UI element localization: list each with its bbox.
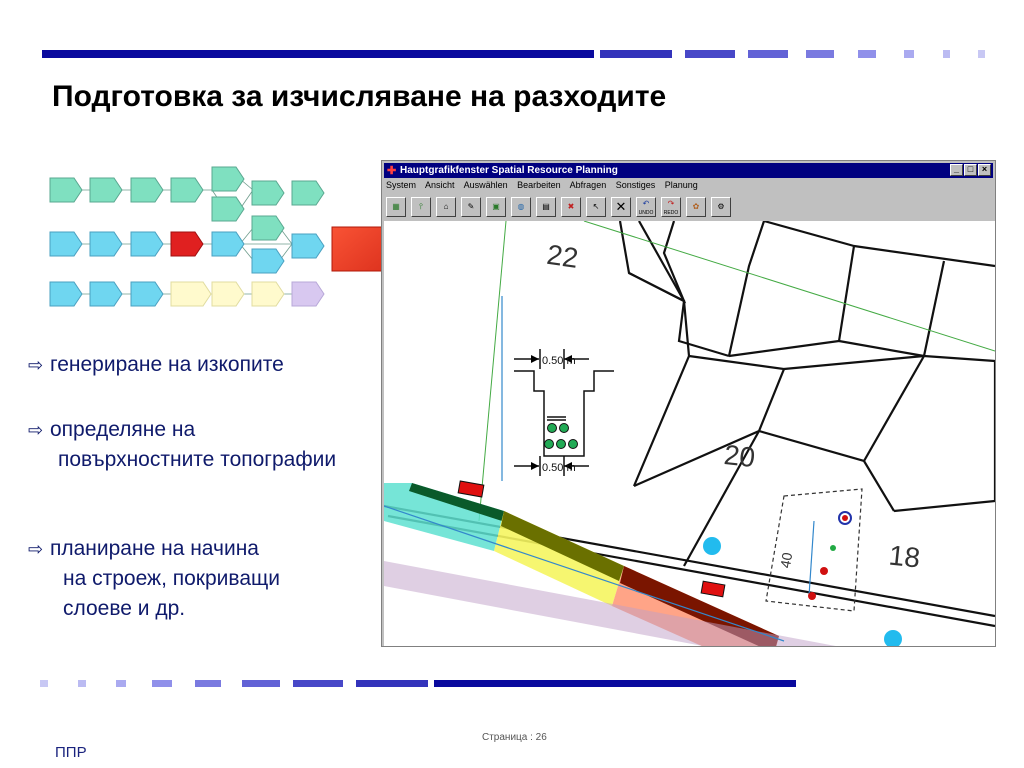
- menu-planung[interactable]: Planung: [664, 180, 698, 190]
- chevron-r1-2: [90, 178, 122, 202]
- house-icon: ⌂: [443, 202, 449, 211]
- print-icon: ▤: [542, 202, 550, 211]
- cancel-tool-button[interactable]: [611, 197, 631, 217]
- menu-sonstiges[interactable]: Sonstiges: [615, 180, 656, 190]
- chevron-r1-1: [50, 178, 82, 202]
- arrow-right-icon: ⇨: [28, 539, 44, 559]
- redo-button[interactable]: ↷ REDO: [661, 197, 681, 217]
- map-canvas[interactable]: [384, 221, 995, 646]
- settings-icon: ⚙: [717, 202, 725, 211]
- chevron-r2-4-active: [171, 232, 203, 256]
- menu-bearbeiten[interactable]: Bearbeiten: [517, 180, 561, 190]
- spatial-planning-window: [381, 160, 996, 647]
- map-tool-button[interactable]: [486, 197, 506, 217]
- pointer-icon: ↖: [592, 202, 600, 211]
- chevron-r1-3: [131, 178, 163, 202]
- menu-ansicht[interactable]: Ansicht: [425, 180, 455, 190]
- chevron-r3-5: [212, 282, 244, 306]
- chevron-r3-1: [50, 282, 82, 306]
- chevron-r1-5b: [212, 197, 244, 221]
- layer-tool-button[interactable]: [386, 197, 406, 217]
- menu-auswaehlen[interactable]: Auswählen: [463, 180, 508, 190]
- chevron-r1-4: [171, 178, 203, 202]
- chevron-r3-7: [292, 282, 324, 306]
- chevron-r1-6: [252, 181, 284, 205]
- chevron-r2-6b: [252, 249, 284, 273]
- undo-button[interactable]: ↶ UNDO: [636, 197, 656, 217]
- bullet-topography: ⇨ определяне на повърхностните топографии: [28, 415, 336, 475]
- delete-icon: ✖: [567, 202, 575, 211]
- house-tool-button[interactable]: [436, 197, 456, 217]
- maximize-button[interactable]: □: [964, 164, 977, 176]
- redo-icon: ↷: [667, 199, 675, 208]
- delete-tool-button[interactable]: [561, 197, 581, 217]
- bullet-excavation: ⇨ генериране на изкопите: [28, 350, 284, 380]
- map-icon: ▣: [492, 202, 500, 211]
- chevron-r2-3: [131, 232, 163, 256]
- page-number: Страница : 26: [482, 732, 547, 743]
- minimize-button[interactable]: _: [950, 164, 963, 176]
- footer-label: ППР: [55, 744, 87, 761]
- chevron-r2-6a: [252, 216, 284, 240]
- chevron-r1-5a: [212, 167, 244, 191]
- chevron-r2-1: [50, 232, 82, 256]
- dimension-label-bottom: 0.50 m: [542, 462, 576, 474]
- settings-tool-button[interactable]: [711, 197, 731, 217]
- edit-tool-button[interactable]: [461, 197, 481, 217]
- chevron-r3-6: [252, 282, 284, 306]
- globe-icon: ◍: [517, 202, 525, 211]
- cross-icon: ✕: [615, 199, 627, 214]
- parcel-label-20: 20: [722, 438, 757, 474]
- arrow-right-icon: ⇨: [28, 355, 44, 375]
- dimension-label-top: 0.50 m: [542, 355, 576, 367]
- chevron-r2-5: [212, 232, 244, 256]
- chevron-r2-7: [292, 234, 324, 258]
- layer-icon: ▦: [392, 202, 400, 211]
- palette-icon: ✿: [692, 202, 700, 211]
- parcel-label-40: 40: [776, 551, 796, 570]
- undo-icon: ↶: [642, 199, 650, 208]
- chevron-r3-2: [90, 282, 122, 306]
- close-button[interactable]: ×: [978, 164, 991, 176]
- app-icon: ✚: [387, 165, 397, 177]
- chevron-r3-4: [171, 282, 211, 306]
- slide-title: Подготовка за изчисляване на разходите: [52, 80, 667, 113]
- menu-system[interactable]: System: [386, 180, 417, 190]
- palette-tool-button[interactable]: [686, 197, 706, 217]
- trench-cross-section: [514, 349, 614, 476]
- arrow-right-icon: ⇨: [28, 420, 44, 440]
- chevron-r1-7: [292, 181, 324, 205]
- edit-icon: ✎: [467, 202, 475, 211]
- window-title-bar[interactable]: [384, 163, 993, 178]
- parcel-label-18: 18: [887, 539, 922, 574]
- window-title: Hauptgrafikfenster Spatial Resource Planning: [400, 165, 618, 176]
- chevron-r2-2: [90, 232, 122, 256]
- globe-tool-button[interactable]: [511, 197, 531, 217]
- pointer-tool-button[interactable]: [586, 197, 606, 217]
- parcel-label-22: 22: [544, 238, 581, 274]
- chevron-r3-3: [131, 282, 163, 306]
- pin-icon: ⫯: [419, 202, 423, 211]
- menu-abfragen[interactable]: Abfragen: [569, 180, 607, 190]
- menu-bar: [386, 180, 705, 194]
- pin-tool-button[interactable]: [411, 197, 431, 217]
- bullet-construction: ⇨ планиране на начина на строеж, покриващи слоеве и др.: [28, 534, 280, 624]
- process-chevron-diagram: [40, 160, 340, 320]
- print-tool-button[interactable]: [536, 197, 556, 217]
